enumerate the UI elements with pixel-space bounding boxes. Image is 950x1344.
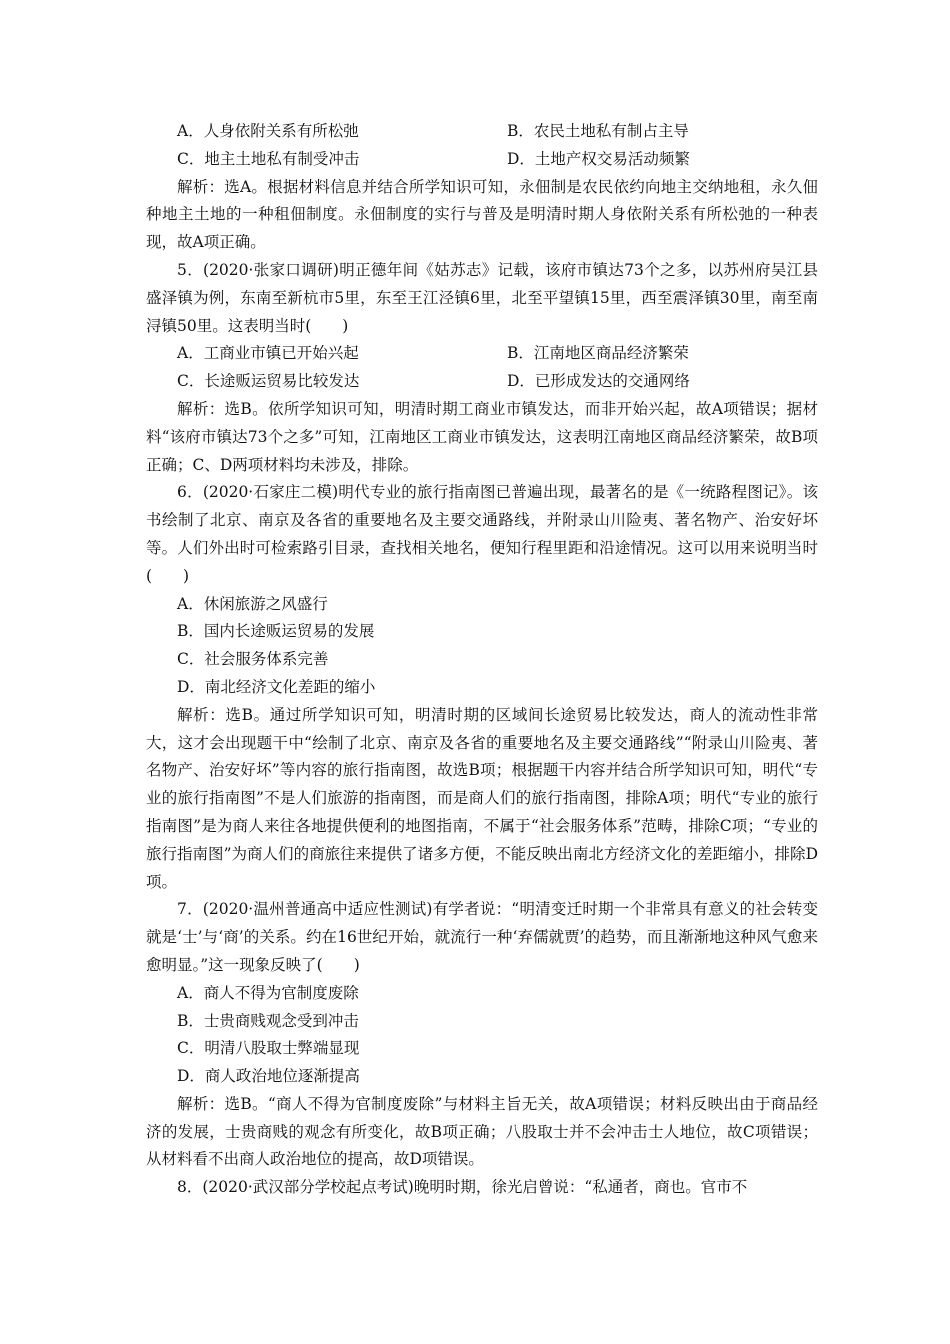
q5-option-b: B．江南地区商品经济繁荣	[507, 344, 689, 363]
q8-stem: 8．(2020·武汉部分学校起点考试)晚明时期，徐光启曾说：“私通者，商也。官市不	[177, 1178, 748, 1197]
q6-option-a: A．休闲旅游之风盛行	[177, 594, 328, 613]
q6-option-d: D．南北经济文化差距的缩小	[177, 677, 376, 696]
q5-option-a: A．工商业市镇已开始兴起	[177, 344, 359, 363]
q5-analysis: 解析：选B。依所学知识可知，明清时期工商业市镇发达，而非开始兴起，故A项错误；据材料“该府市镇达73个之多”可知，江南地区工商业市镇发达，这表明江南地区商品经济繁荣，故B项正确；C、D两项材料均未涉及，排除。	[146, 399, 818, 474]
q4-option-b: B．农民土地私有制占主导	[507, 122, 689, 140]
q7-option-a: A．商人不得为官制度废除	[177, 983, 359, 1002]
q6-option-b: B．国内长途贩运贸易的发展	[177, 622, 375, 641]
q5-option-d: D．已形成发达的交通网络	[507, 372, 690, 391]
q5-option-c: C．长途贩运贸易比较发达	[177, 372, 360, 391]
q7-option-d: D．商人政治地位逐渐提高	[177, 1067, 360, 1086]
q7-stem: 7．(2020·温州普通高中适应性测试)有学者说：“明清变迁时期一个非常具有意义的社会转变就是‘士’与‘商’的关系。约在16世纪开始，就流行一种‘弃儒就贾’的趋势，而且渐渐地这种风气愈来愈明显。”这一现象反映了( )	[146, 900, 818, 974]
q4-option-c: C．地主土地私有制受冲击	[177, 149, 360, 168]
q4-option-a: A．人身依附关系有所松弛	[177, 122, 359, 140]
q4-options	[146, 118, 818, 174]
q6-stem: 6．(2020·石家庄二模)明代专业的旅行指南图已普遍出现，最著名的是《一统路程图记》。该书绘制了北京、南京及各省的重要地名及主要交通路线，并附录山川险夷、著名物产、治安好坏等。人们外出时可检索路引目录，查找相关地名，便知行程里距和沿途情况。这可以用来说明当时( )	[146, 483, 818, 585]
q4-analysis: 解析：选A。根据材料信息并结合所学知识可知，永佃制是农民依约向地主交纳地租，永久佃种地主土地的一种租佃制度。永佃制度的实行与普及是明清时期人身依附关系有所松弛的一种表现，故A项正确。	[146, 177, 818, 252]
q7-option-b: B．士贵商贱观念受到冲击	[177, 1011, 359, 1030]
q4-option-d: D．土地产权交易活动频繁	[507, 149, 690, 168]
document-page	[146, 118, 818, 1202]
q5-options	[146, 340, 818, 396]
q7-analysis: 解析：选B。“商人不得为官制度废除”与材料主旨无关，故A项错误；材料反映出由于商品经济的发展，士贵商贱的观念有所变化，故B项正确；八股取士并不会冲击士人地位，故C项错误；从材料看不出商人政治地位的提高，故D项错误。	[146, 1094, 818, 1169]
q7-option-c: C．明清八股取士弊端显现	[177, 1039, 360, 1058]
q6-analysis: 解析：选B。通过所学知识可知，明清时期的区域间长途贸易比较发达，商人的流动性非常大，这才会出现题干中“绘制了北京、南京及各省的重要地名及主要交通路线”“附录山川险夷、著名物产、治安好坏”等内容的旅行指南图，故选B项；根据题干内容并结合所学知识可知，明代“专业的旅行指南图”不是人们旅游的指南图，而是商人们的旅行指南图，排除A项；明代“专业的旅行指南图”是为商人来往各地提供便利的地图指南，不属于“社会服务体系”范畴，排除C项；“专业的旅行指南图”为商人们的商旅往来提供了诸多方便，不能反映出南北方经济文化的差距缩小，排除D项。	[146, 705, 818, 891]
q5-stem: 5．(2020·张家口调研)明正德年间《姑苏志》记载，该府市镇达73个之多，以苏州府吴江县盛泽镇为例，东南至新杭市5里，东至王江泾镇6里，北至平望镇15里，西至震泽镇30里，南至南浔镇50里。这表明当时( )	[146, 260, 818, 335]
q6-option-c: C．社会服务体系完善	[177, 650, 329, 669]
